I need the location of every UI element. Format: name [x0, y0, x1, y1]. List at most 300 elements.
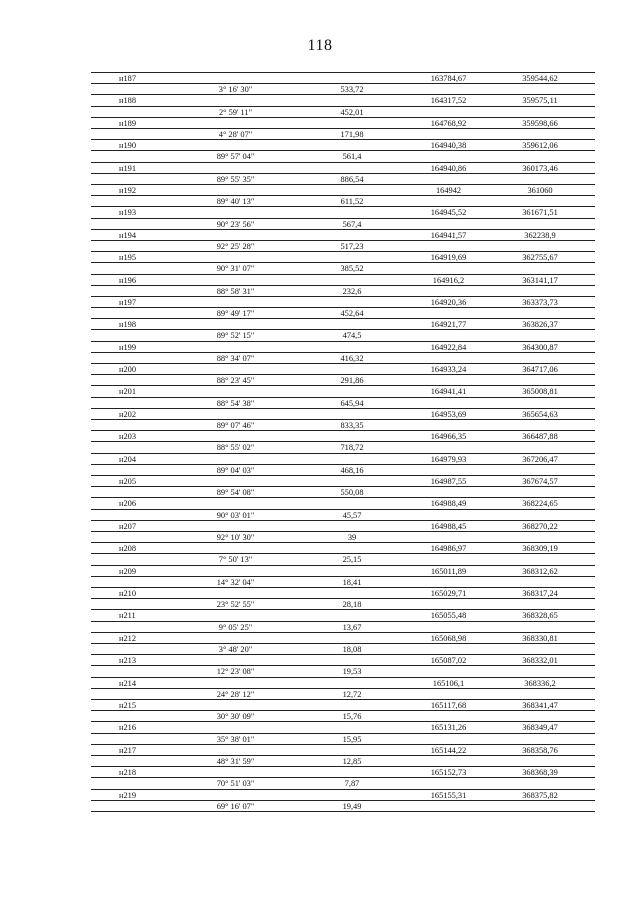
point-spacer-cell: [91, 531, 179, 542]
distance-spacer-cell: [292, 677, 412, 688]
distance-cell: 474,5: [292, 329, 412, 340]
point-name-cell: н194: [91, 229, 179, 240]
y-spacer-cell: [485, 621, 595, 632]
angle-spacer-cell: [179, 296, 292, 307]
table-row: [91, 497, 595, 519]
distance-cell: 18,08: [292, 643, 412, 654]
distance-spacer-cell: [292, 609, 412, 620]
y-coordinate-cell: 359598,66: [485, 117, 595, 128]
distance-cell: 385,52: [292, 262, 412, 273]
y-coordinate-cell: 368375,82: [485, 789, 595, 800]
y-coordinate-cell: 368368,39: [485, 766, 595, 777]
angle-cell: 24° 28' 12": [179, 688, 292, 699]
y-coordinate-cell: 366487,88: [485, 430, 595, 441]
x-spacer-cell: [412, 621, 485, 632]
point-name-cell: н196: [91, 274, 179, 285]
y-spacer-cell: [485, 195, 595, 206]
y-spacer-cell: [485, 128, 595, 139]
angle-cell: 88° 54' 38": [179, 397, 292, 408]
point-name-cell: н187: [91, 72, 179, 83]
point-name-cell: н199: [91, 341, 179, 352]
distance-spacer-cell: [292, 94, 412, 105]
x-coordinate-cell: 164922,84: [412, 341, 485, 352]
angle-spacer-cell: [179, 632, 292, 643]
x-spacer-cell: [412, 643, 485, 654]
angle-cell: 2° 59' 11": [179, 106, 292, 117]
distance-cell: 517,23: [292, 240, 412, 251]
point-spacer-cell: [91, 643, 179, 654]
angle-spacer-cell: [179, 385, 292, 396]
point-spacer-cell: [91, 553, 179, 564]
point-spacer-cell: [91, 486, 179, 497]
point-spacer-cell: [91, 688, 179, 699]
distance-spacer-cell: [292, 721, 412, 732]
point-spacer-cell: [91, 285, 179, 296]
angle-cell: 35° 38' 01": [179, 733, 292, 744]
angle-spacer-cell: [179, 139, 292, 150]
point-spacer-cell: [91, 173, 179, 184]
distance-spacer-cell: [292, 587, 412, 598]
angle-spacer-cell: [179, 587, 292, 598]
y-coordinate-cell: 361671,51: [485, 206, 595, 217]
point-name-cell: н216: [91, 721, 179, 732]
angle-spacer-cell: [179, 94, 292, 105]
point-name-cell: н188: [91, 94, 179, 105]
x-coordinate-cell: 165029,71: [412, 587, 485, 598]
point-name-cell: н197: [91, 296, 179, 307]
x-coordinate-cell: 165055,48: [412, 609, 485, 620]
x-spacer-cell: [412, 598, 485, 609]
x-spacer-cell: [412, 464, 485, 475]
point-spacer-cell: [91, 195, 179, 206]
table-row: [91, 206, 595, 228]
distance-spacer-cell: [292, 206, 412, 217]
angle-cell: 3° 16' 30": [179, 83, 292, 94]
angle-spacer-cell: [179, 520, 292, 531]
distance-cell: 645,94: [292, 397, 412, 408]
x-spacer-cell: [412, 285, 485, 296]
x-spacer-cell: [412, 128, 485, 139]
distance-spacer-cell: [292, 565, 412, 576]
y-coordinate-cell: 368341,47: [485, 699, 595, 710]
point-name-cell: н190: [91, 139, 179, 150]
distance-cell: 567,4: [292, 218, 412, 229]
angle-cell: 23° 52' 55": [179, 598, 292, 609]
x-spacer-cell: [412, 307, 485, 318]
angle-spacer-cell: [179, 184, 292, 195]
x-coordinate-cell: 164920,36: [412, 296, 485, 307]
y-spacer-cell: [485, 688, 595, 699]
x-spacer-cell: [412, 218, 485, 229]
y-spacer-cell: [485, 710, 595, 721]
angle-cell: 88° 58' 31": [179, 285, 292, 296]
angle-spacer-cell: [179, 721, 292, 732]
distance-cell: 561,4: [292, 150, 412, 161]
table-bottom-rule: [91, 811, 595, 812]
table-row: [91, 766, 595, 788]
table-row: [91, 251, 595, 273]
table-row: [91, 363, 595, 385]
x-coordinate-cell: 164933,24: [412, 363, 485, 374]
table-row: [91, 341, 595, 363]
x-coordinate-cell: 164768,92: [412, 117, 485, 128]
angle-spacer-cell: [179, 229, 292, 240]
angle-cell: 90° 23' 56": [179, 218, 292, 229]
x-spacer-cell: [412, 150, 485, 161]
table-row: [91, 587, 595, 609]
table-row: [91, 565, 595, 587]
y-coordinate-cell: 363141,17: [485, 274, 595, 285]
distance-spacer-cell: [292, 251, 412, 262]
y-spacer-cell: [485, 509, 595, 520]
distance-spacer-cell: [292, 229, 412, 240]
angle-cell: 89° 52' 15": [179, 329, 292, 340]
y-coordinate-cell: 368317,24: [485, 587, 595, 598]
coordinates-table: [91, 72, 595, 812]
x-coordinate-cell: 164988,49: [412, 497, 485, 508]
x-spacer-cell: [412, 576, 485, 587]
point-spacer-cell: [91, 598, 179, 609]
distance-cell: 416,32: [292, 352, 412, 363]
point-spacer-cell: [91, 397, 179, 408]
distance-spacer-cell: [292, 632, 412, 643]
x-spacer-cell: [412, 262, 485, 273]
point-name-cell: н212: [91, 632, 179, 643]
distance-cell: 39: [292, 531, 412, 542]
x-coordinate-cell: 164941,41: [412, 385, 485, 396]
y-coordinate-cell: 368330,81: [485, 632, 595, 643]
x-coordinate-cell: 164979,93: [412, 453, 485, 464]
y-coordinate-cell: 360173,46: [485, 162, 595, 173]
y-spacer-cell: [485, 397, 595, 408]
angle-cell: 14° 32' 04": [179, 576, 292, 587]
y-spacer-cell: [485, 576, 595, 587]
angle-spacer-cell: [179, 341, 292, 352]
point-spacer-cell: [91, 150, 179, 161]
distance-spacer-cell: [292, 341, 412, 352]
y-spacer-cell: [485, 240, 595, 251]
x-spacer-cell: [412, 733, 485, 744]
point-spacer-cell: [91, 218, 179, 229]
point-name-cell: н214: [91, 677, 179, 688]
distance-spacer-cell: [292, 766, 412, 777]
y-coordinate-cell: 368270,22: [485, 520, 595, 531]
table-row: [91, 744, 595, 766]
angle-cell: 92° 25' 28": [179, 240, 292, 251]
point-name-cell: н189: [91, 117, 179, 128]
y-spacer-cell: [485, 441, 595, 452]
y-coordinate-cell: 359544,62: [485, 72, 595, 83]
x-spacer-cell: [412, 509, 485, 520]
angle-cell: 89° 54' 08": [179, 486, 292, 497]
point-spacer-cell: [91, 800, 179, 811]
table-row: [91, 274, 595, 296]
point-spacer-cell: [91, 441, 179, 452]
x-coordinate-cell: 164986,97: [412, 542, 485, 553]
y-coordinate-cell: 362238,9: [485, 229, 595, 240]
x-spacer-cell: [412, 173, 485, 184]
distance-cell: 232,6: [292, 285, 412, 296]
distance-spacer-cell: [292, 475, 412, 486]
distance-cell: 13,67: [292, 621, 412, 632]
angle-cell: 4° 28' 07": [179, 128, 292, 139]
table-row: [91, 721, 595, 743]
point-name-cell: н209: [91, 565, 179, 576]
y-coordinate-cell: 361060: [485, 184, 595, 195]
y-spacer-cell: [485, 800, 595, 811]
y-coordinate-cell: 364717,06: [485, 363, 595, 374]
page-number: 118: [307, 37, 333, 54]
distance-cell: 7,87: [292, 777, 412, 788]
angle-cell: 89° 40' 13": [179, 195, 292, 206]
y-spacer-cell: [485, 777, 595, 788]
angle-spacer-cell: [179, 654, 292, 665]
distance-spacer-cell: [292, 363, 412, 374]
x-spacer-cell: [412, 553, 485, 564]
angle-spacer-cell: [179, 565, 292, 576]
distance-spacer-cell: [292, 497, 412, 508]
point-name-cell: н208: [91, 542, 179, 553]
point-name-cell: н219: [91, 789, 179, 800]
distance-cell: 718,72: [292, 441, 412, 452]
table-row: [91, 453, 595, 475]
distance-cell: 45,57: [292, 509, 412, 520]
angle-cell: 92° 10' 30": [179, 531, 292, 542]
point-spacer-cell: [91, 262, 179, 273]
point-name-cell: н213: [91, 654, 179, 665]
point-spacer-cell: [91, 329, 179, 340]
distance-cell: 171,98: [292, 128, 412, 139]
distance-cell: 533,72: [292, 83, 412, 94]
distance-cell: 19,53: [292, 665, 412, 676]
table-row: [91, 609, 595, 631]
y-coordinate-cell: 368328,65: [485, 609, 595, 620]
table-row: [91, 229, 595, 251]
distance-spacer-cell: [292, 162, 412, 173]
x-coordinate-cell: 164966,35: [412, 430, 485, 441]
distance-spacer-cell: [292, 453, 412, 464]
y-coordinate-cell: 363373,73: [485, 296, 595, 307]
table-row: [91, 72, 595, 94]
distance-spacer-cell: [292, 117, 412, 128]
point-name-cell: н210: [91, 587, 179, 598]
point-spacer-cell: [91, 374, 179, 385]
y-coordinate-cell: 367674,57: [485, 475, 595, 486]
x-spacer-cell: [412, 777, 485, 788]
y-spacer-cell: [485, 598, 595, 609]
x-coordinate-cell: 165011,89: [412, 565, 485, 576]
y-spacer-cell: [485, 464, 595, 475]
point-name-cell: н204: [91, 453, 179, 464]
angle-spacer-cell: [179, 677, 292, 688]
x-coordinate-cell: 164921,77: [412, 318, 485, 329]
point-name-cell: н202: [91, 408, 179, 419]
x-coordinate-cell: 164945,52: [412, 206, 485, 217]
y-spacer-cell: [485, 553, 595, 564]
x-spacer-cell: [412, 441, 485, 452]
angle-cell: 48° 31' 59": [179, 755, 292, 766]
angle-cell: 90° 31' 07": [179, 262, 292, 273]
point-spacer-cell: [91, 307, 179, 318]
distance-spacer-cell: [292, 184, 412, 195]
x-coordinate-cell: 164988,45: [412, 520, 485, 531]
x-coordinate-cell: 164987,55: [412, 475, 485, 486]
angle-cell: 89° 04' 03": [179, 464, 292, 475]
distance-spacer-cell: [292, 139, 412, 150]
x-coordinate-cell: 165106,1: [412, 677, 485, 688]
point-spacer-cell: [91, 240, 179, 251]
table-row: [91, 94, 595, 116]
distance-spacer-cell: [292, 699, 412, 710]
distance-cell: 611,52: [292, 195, 412, 206]
table-row: [91, 139, 595, 161]
y-coordinate-cell: 359575,11: [485, 94, 595, 105]
point-name-cell: н198: [91, 318, 179, 329]
angle-spacer-cell: [179, 475, 292, 486]
angle-spacer-cell: [179, 453, 292, 464]
angle-spacer-cell: [179, 363, 292, 374]
point-spacer-cell: [91, 710, 179, 721]
distance-spacer-cell: [292, 408, 412, 419]
angle-spacer-cell: [179, 430, 292, 441]
y-coordinate-cell: 368336,2: [485, 677, 595, 688]
y-coordinate-cell: 359612,06: [485, 139, 595, 150]
angle-spacer-cell: [179, 318, 292, 329]
distance-spacer-cell: [292, 789, 412, 800]
angle-spacer-cell: [179, 699, 292, 710]
y-spacer-cell: [485, 755, 595, 766]
y-spacer-cell: [485, 285, 595, 296]
distance-spacer-cell: [292, 385, 412, 396]
x-spacer-cell: [412, 329, 485, 340]
y-spacer-cell: [485, 486, 595, 497]
angle-spacer-cell: [179, 609, 292, 620]
table-row: [91, 162, 595, 184]
y-coordinate-cell: 365654,63: [485, 408, 595, 419]
x-spacer-cell: [412, 800, 485, 811]
distance-cell: 452,64: [292, 307, 412, 318]
angle-cell: 69° 16' 07": [179, 800, 292, 811]
y-coordinate-cell: 368332,01: [485, 654, 595, 665]
point-spacer-cell: [91, 352, 179, 363]
angle-cell: 89° 55' 35": [179, 173, 292, 184]
x-spacer-cell: [412, 106, 485, 117]
x-spacer-cell: [412, 374, 485, 385]
distance-spacer-cell: [292, 744, 412, 755]
distance-cell: 15,76: [292, 710, 412, 721]
y-coordinate-cell: 365008,81: [485, 385, 595, 396]
x-spacer-cell: [412, 240, 485, 251]
point-spacer-cell: [91, 621, 179, 632]
distance-spacer-cell: [292, 274, 412, 285]
point-name-cell: н192: [91, 184, 179, 195]
x-coordinate-cell: 164941,57: [412, 229, 485, 240]
point-spacer-cell: [91, 509, 179, 520]
x-coordinate-cell: 165068,98: [412, 632, 485, 643]
point-spacer-cell: [91, 83, 179, 94]
y-spacer-cell: [485, 643, 595, 654]
angle-cell: 90° 03' 01": [179, 509, 292, 520]
point-name-cell: н205: [91, 475, 179, 486]
distance-cell: 12,72: [292, 688, 412, 699]
point-name-cell: н201: [91, 385, 179, 396]
table-row: [91, 408, 595, 430]
point-name-cell: н207: [91, 520, 179, 531]
x-coordinate-cell: 165155,31: [412, 789, 485, 800]
table-row: [91, 632, 595, 654]
distance-cell: 15,95: [292, 733, 412, 744]
distance-cell: 886,54: [292, 173, 412, 184]
x-spacer-cell: [412, 755, 485, 766]
y-coordinate-cell: 368358,76: [485, 744, 595, 755]
table-row: [91, 475, 595, 497]
table-row: [91, 654, 595, 676]
y-spacer-cell: [485, 374, 595, 385]
distance-cell: 19,49: [292, 800, 412, 811]
distance-spacer-cell: [292, 430, 412, 441]
x-coordinate-cell: 165117,68: [412, 699, 485, 710]
angle-cell: 3° 48' 20": [179, 643, 292, 654]
table-row: [91, 520, 595, 542]
distance-cell: 291,86: [292, 374, 412, 385]
table-row: [91, 542, 595, 564]
angle-cell: 12° 23' 08": [179, 665, 292, 676]
point-spacer-cell: [91, 419, 179, 430]
distance-cell: 28,18: [292, 598, 412, 609]
point-spacer-cell: [91, 755, 179, 766]
point-name-cell: н217: [91, 744, 179, 755]
point-name-cell: н218: [91, 766, 179, 777]
distance-cell: 12,85: [292, 755, 412, 766]
angle-cell: 70° 51' 03": [179, 777, 292, 788]
angle-spacer-cell: [179, 274, 292, 285]
y-coordinate-cell: 364300,87: [485, 341, 595, 352]
y-coordinate-cell: 363826,37: [485, 318, 595, 329]
y-coordinate-cell: 368309,19: [485, 542, 595, 553]
angle-spacer-cell: [179, 744, 292, 755]
table-row: [91, 296, 595, 318]
distance-cell: 468,16: [292, 464, 412, 475]
angle-spacer-cell: [179, 789, 292, 800]
y-coordinate-cell: 368349,47: [485, 721, 595, 732]
distance-spacer-cell: [292, 520, 412, 531]
y-spacer-cell: [485, 150, 595, 161]
x-coordinate-cell: 165131,26: [412, 721, 485, 732]
point-name-cell: н211: [91, 609, 179, 620]
angle-cell: 88° 34' 07": [179, 352, 292, 363]
y-spacer-cell: [485, 352, 595, 363]
distance-spacer-cell: [292, 296, 412, 307]
point-name-cell: н200: [91, 363, 179, 374]
y-spacer-cell: [485, 307, 595, 318]
y-spacer-cell: [485, 665, 595, 676]
x-spacer-cell: [412, 688, 485, 699]
angle-spacer-cell: [179, 766, 292, 777]
table-row: [91, 117, 595, 139]
x-coordinate-cell: 163784,67: [412, 72, 485, 83]
point-name-cell: н215: [91, 699, 179, 710]
distance-cell: 18,41: [292, 576, 412, 587]
angle-spacer-cell: [179, 497, 292, 508]
y-spacer-cell: [485, 262, 595, 273]
table-body: [91, 72, 595, 811]
x-spacer-cell: [412, 195, 485, 206]
x-spacer-cell: [412, 710, 485, 721]
x-coordinate-cell: 164953,69: [412, 408, 485, 419]
distance-spacer-cell: [292, 72, 412, 83]
y-coordinate-cell: 368224,65: [485, 497, 595, 508]
y-spacer-cell: [485, 329, 595, 340]
